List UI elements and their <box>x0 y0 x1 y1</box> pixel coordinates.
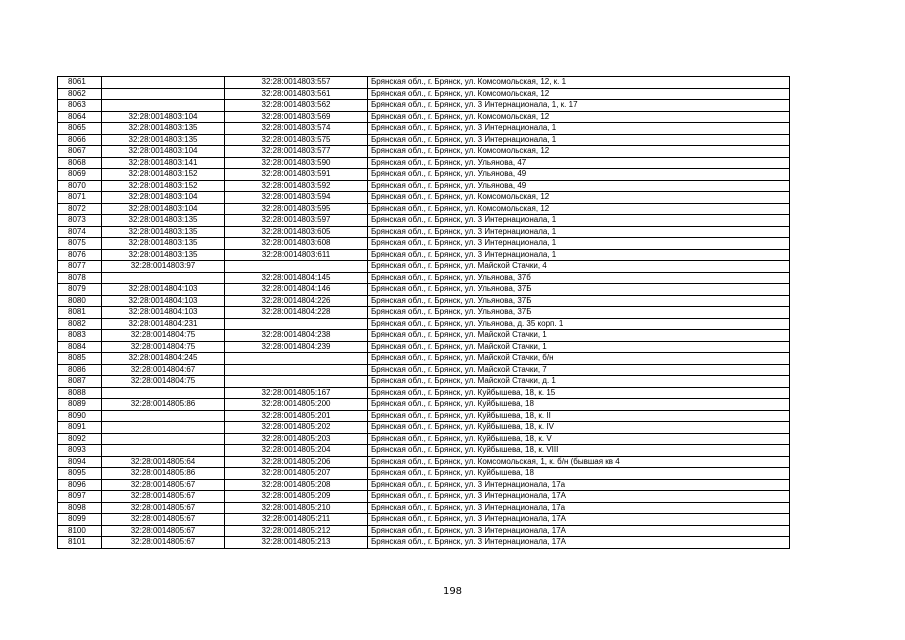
row-number-cell: 8096 <box>58 479 102 491</box>
table-row <box>58 433 790 445</box>
land-cadastral-number-cell: 32:28:0014803:135 <box>102 238 225 250</box>
table-row <box>58 514 790 526</box>
address-cell: Брянская обл., г. Брянск, ул. Куйбышева, 18, к. VIII <box>368 445 790 457</box>
table-row <box>58 261 790 273</box>
row-number-cell: 8078 <box>58 272 102 284</box>
address-cell: Брянская обл., г. Брянск, ул. Куйбышева, 18, к. V <box>368 433 790 445</box>
address-cell: Брянская обл., г. Брянск, ул. Куйбышева, 18 <box>368 399 790 411</box>
table-row <box>58 502 790 514</box>
land-cadastral-number-cell: 32:28:0014805:67 <box>102 525 225 537</box>
row-number-cell: 8082 <box>58 318 102 330</box>
object-cadastral-number-cell: 32:28:0014803:561 <box>225 88 368 100</box>
object-cadastral-number-cell: 32:28:0014804:145 <box>225 272 368 284</box>
address-cell: Брянская обл., г. Брянск, ул. Куйбышева, 18, к. IV <box>368 422 790 434</box>
registry-table <box>57 76 790 549</box>
object-cadastral-number-cell: 32:28:0014803:597 <box>225 215 368 227</box>
row-number-cell: 8089 <box>58 399 102 411</box>
land-cadastral-number-cell: 32:28:0014805:86 <box>102 399 225 411</box>
table-row <box>58 88 790 100</box>
land-cadastral-number-cell: 32:28:0014803:97 <box>102 261 225 273</box>
address-cell: Брянская обл., г. Брянск, ул. Комсомольская, 12 <box>368 192 790 204</box>
row-number-cell: 8063 <box>58 100 102 112</box>
object-cadastral-number-cell: 32:28:0014803:594 <box>225 192 368 204</box>
address-cell: Брянская обл., г. Брянск, ул. Ульянова, 37Б <box>368 295 790 307</box>
land-cadastral-number-cell: 32:28:0014803:135 <box>102 134 225 146</box>
land-cadastral-number-cell: 32:28:0014805:67 <box>102 502 225 514</box>
object-cadastral-number-cell: 32:28:0014803:562 <box>225 100 368 112</box>
row-number-cell: 8083 <box>58 330 102 342</box>
row-number-cell: 8085 <box>58 353 102 365</box>
land-cadastral-number-cell: 32:28:0014805:67 <box>102 491 225 503</box>
land-cadastral-number-cell <box>102 422 225 434</box>
table-row <box>58 157 790 169</box>
table-row <box>58 307 790 319</box>
land-cadastral-number-cell <box>102 410 225 422</box>
object-cadastral-number-cell: 32:28:0014803:575 <box>225 134 368 146</box>
row-number-cell: 8088 <box>58 387 102 399</box>
land-cadastral-number-cell: 32:28:0014805:64 <box>102 456 225 468</box>
address-cell: Брянская обл., г. Брянск, ул. 3 Интернационала, 1, к. 17 <box>368 100 790 112</box>
object-cadastral-number-cell <box>225 353 368 365</box>
object-cadastral-number-cell: 32:28:0014805:201 <box>225 410 368 422</box>
address-cell: Брянская обл., г. Брянск, ул. Ульянова, 47 <box>368 157 790 169</box>
land-cadastral-number-cell <box>102 387 225 399</box>
row-number-cell: 8065 <box>58 123 102 135</box>
row-number-cell: 8095 <box>58 468 102 480</box>
object-cadastral-number-cell: 32:28:0014804:146 <box>225 284 368 296</box>
address-cell: Брянская обл., г. Брянск, ул. Куйбышева, 18 <box>368 468 790 480</box>
address-cell: Брянская обл., г. Брянск, ул. 3 Интернационала, 1 <box>368 249 790 261</box>
address-cell: Брянская обл., г. Брянск, ул. 3 Интернационала, 1 <box>368 123 790 135</box>
row-number-cell: 8093 <box>58 445 102 457</box>
table-row <box>58 180 790 192</box>
row-number-cell: 8062 <box>58 88 102 100</box>
table-row <box>58 295 790 307</box>
land-cadastral-number-cell <box>102 88 225 100</box>
row-number-cell: 8072 <box>58 203 102 215</box>
object-cadastral-number-cell: 32:28:0014804:238 <box>225 330 368 342</box>
table-row <box>58 284 790 296</box>
table-row <box>58 341 790 353</box>
object-cadastral-number-cell: 32:28:0014804:226 <box>225 295 368 307</box>
row-number-cell: 8073 <box>58 215 102 227</box>
row-number-cell: 8071 <box>58 192 102 204</box>
land-cadastral-number-cell: 32:28:0014803:141 <box>102 157 225 169</box>
table-row <box>58 456 790 468</box>
row-number-cell: 8061 <box>58 77 102 89</box>
table-row <box>58 399 790 411</box>
table-row <box>58 192 790 204</box>
table-row <box>58 537 790 549</box>
table-row <box>58 353 790 365</box>
row-number-cell: 8090 <box>58 410 102 422</box>
object-cadastral-number-cell <box>225 261 368 273</box>
land-cadastral-number-cell: 32:28:0014803:135 <box>102 123 225 135</box>
row-number-cell: 8100 <box>58 525 102 537</box>
land-cadastral-number-cell: 32:28:0014804:103 <box>102 307 225 319</box>
object-cadastral-number-cell: 32:28:0014805:204 <box>225 445 368 457</box>
land-cadastral-number-cell: 32:28:0014803:152 <box>102 169 225 181</box>
table-row <box>58 468 790 480</box>
land-cadastral-number-cell: 32:28:0014803:104 <box>102 146 225 158</box>
object-cadastral-number-cell <box>225 318 368 330</box>
table-row <box>58 491 790 503</box>
object-cadastral-number-cell: 32:28:0014805:202 <box>225 422 368 434</box>
row-number-cell: 8079 <box>58 284 102 296</box>
land-cadastral-number-cell: 32:28:0014804:67 <box>102 364 225 376</box>
land-cadastral-number-cell: 32:28:0014804:75 <box>102 376 225 388</box>
table-row <box>58 169 790 181</box>
address-cell: Брянская обл., г. Брянск, ул. 3 Интернационала, 17А <box>368 491 790 503</box>
land-cadastral-number-cell <box>102 272 225 284</box>
table-row <box>58 364 790 376</box>
table-row <box>58 422 790 434</box>
land-cadastral-number-cell: 32:28:0014803:135 <box>102 215 225 227</box>
address-cell: Брянская обл., г. Брянск, ул. 3 Интернационала, 1 <box>368 134 790 146</box>
table-row <box>58 77 790 89</box>
object-cadastral-number-cell: 32:28:0014805:206 <box>225 456 368 468</box>
address-cell: Брянская обл., г. Брянск, ул. Майской Стачки, 4 <box>368 261 790 273</box>
object-cadastral-number-cell: 32:28:0014805:212 <box>225 525 368 537</box>
address-cell: Брянская обл., г. Брянск, ул. Ульянова, 37Б <box>368 307 790 319</box>
land-cadastral-number-cell: 32:28:0014804:103 <box>102 295 225 307</box>
address-cell: Брянская обл., г. Брянск, ул. 3 Интернационала, 17А <box>368 525 790 537</box>
land-cadastral-number-cell: 32:28:0014803:104 <box>102 111 225 123</box>
table-row <box>58 123 790 135</box>
table-row <box>58 203 790 215</box>
address-cell: Брянская обл., г. Брянск, ул. Комсомольская, 12 <box>368 88 790 100</box>
object-cadastral-number-cell: 32:28:0014805:208 <box>225 479 368 491</box>
row-number-cell: 8076 <box>58 249 102 261</box>
address-cell: Брянская обл., г. Брянск, ул. Комсомольская, 1, к. б/н (бывшая кв 4 <box>368 456 790 468</box>
land-cadastral-number-cell: 32:28:0014804:75 <box>102 341 225 353</box>
table-row <box>58 249 790 261</box>
table-row <box>58 111 790 123</box>
row-number-cell: 8084 <box>58 341 102 353</box>
address-cell: Брянская обл., г. Брянск, ул. 3 Интернационала, 17а <box>368 502 790 514</box>
table-row <box>58 410 790 422</box>
address-cell: Брянская обл., г. Брянск, ул. Комсомольская, 12 <box>368 203 790 215</box>
object-cadastral-number-cell: 32:28:0014803:605 <box>225 226 368 238</box>
land-cadastral-number-cell <box>102 445 225 457</box>
table-row <box>58 318 790 330</box>
object-cadastral-number-cell: 32:28:0014805:210 <box>225 502 368 514</box>
row-number-cell: 8101 <box>58 537 102 549</box>
page-number: 198 <box>442 586 463 597</box>
row-number-cell: 8069 <box>58 169 102 181</box>
land-cadastral-number-cell: 32:28:0014805:86 <box>102 468 225 480</box>
land-cadastral-number-cell <box>102 433 225 445</box>
row-number-cell: 8099 <box>58 514 102 526</box>
address-cell: Брянская обл., г. Брянск, ул. Ульянова, д. 35 корп. 1 <box>368 318 790 330</box>
land-cadastral-number-cell <box>102 100 225 112</box>
object-cadastral-number-cell: 32:28:0014805:167 <box>225 387 368 399</box>
table-row <box>58 226 790 238</box>
object-cadastral-number-cell: 32:28:0014803:608 <box>225 238 368 250</box>
address-cell: Брянская обл., г. Брянск, ул. Куйбышева, 18, к. II <box>368 410 790 422</box>
object-cadastral-number-cell: 32:28:0014803:574 <box>225 123 368 135</box>
table-row <box>58 100 790 112</box>
table-row <box>58 330 790 342</box>
row-number-cell: 8097 <box>58 491 102 503</box>
row-number-cell: 8067 <box>58 146 102 158</box>
object-cadastral-number-cell <box>225 364 368 376</box>
address-cell: Брянская обл., г. Брянск, ул. Майской Стачки, 1 <box>368 330 790 342</box>
table-row <box>58 376 790 388</box>
land-cadastral-number-cell: 32:28:0014805:67 <box>102 537 225 549</box>
address-cell: Брянская обл., г. Брянск, ул. Ульянова, 37б <box>368 272 790 284</box>
land-cadastral-number-cell: 32:28:0014805:67 <box>102 479 225 491</box>
address-cell: Брянская обл., г. Брянск, ул. 3 Интернационала, 17а <box>368 479 790 491</box>
object-cadastral-number-cell: 32:28:0014803:569 <box>225 111 368 123</box>
object-cadastral-number-cell <box>225 376 368 388</box>
row-number-cell: 8092 <box>58 433 102 445</box>
address-cell: Брянская обл., г. Брянск, ул. Комсомольская, 12 <box>368 111 790 123</box>
object-cadastral-number-cell: 32:28:0014805:203 <box>225 433 368 445</box>
row-number-cell: 8066 <box>58 134 102 146</box>
address-cell: Брянская обл., г. Брянск, ул. Майской Стачки, 7 <box>368 364 790 376</box>
object-cadastral-number-cell: 32:28:0014803:590 <box>225 157 368 169</box>
address-cell: Брянская обл., г. Брянск, ул. 3 Интернационала, 1 <box>368 238 790 250</box>
address-cell: Брянская обл., г. Брянск, ул. 3 Интернационала, 1 <box>368 226 790 238</box>
land-cadastral-number-cell: 32:28:0014803:104 <box>102 203 225 215</box>
address-cell: Брянская обл., г. Брянск, ул. Комсомольская, 12 <box>368 146 790 158</box>
row-number-cell: 8074 <box>58 226 102 238</box>
row-number-cell: 8068 <box>58 157 102 169</box>
object-cadastral-number-cell: 32:28:0014803:611 <box>225 249 368 261</box>
land-cadastral-number-cell <box>102 77 225 89</box>
table-row <box>58 272 790 284</box>
object-cadastral-number-cell: 32:28:0014805:207 <box>225 468 368 480</box>
land-cadastral-number-cell: 32:28:0014803:135 <box>102 226 225 238</box>
address-cell: Брянская обл., г. Брянск, ул. Ульянова, 49 <box>368 169 790 181</box>
table-row <box>58 146 790 158</box>
address-cell: Брянская обл., г. Брянск, ул. Майской Стачки, 1 <box>368 341 790 353</box>
row-number-cell: 8091 <box>58 422 102 434</box>
table-row <box>58 525 790 537</box>
address-cell: Брянская обл., г. Брянск, ул. Комсомольская, 12, к. 1 <box>368 77 790 89</box>
object-cadastral-number-cell: 32:28:0014804:228 <box>225 307 368 319</box>
table-row <box>58 387 790 399</box>
row-number-cell: 8077 <box>58 261 102 273</box>
row-number-cell: 8075 <box>58 238 102 250</box>
object-cadastral-number-cell: 32:28:0014805:209 <box>225 491 368 503</box>
object-cadastral-number-cell: 32:28:0014803:591 <box>225 169 368 181</box>
object-cadastral-number-cell: 32:28:0014805:213 <box>225 537 368 549</box>
row-number-cell: 8098 <box>58 502 102 514</box>
table-row <box>58 238 790 250</box>
land-cadastral-number-cell: 32:28:0014805:67 <box>102 514 225 526</box>
object-cadastral-number-cell: 32:28:0014805:200 <box>225 399 368 411</box>
address-cell: Брянская обл., г. Брянск, ул. Майской Стачки, б/н <box>368 353 790 365</box>
row-number-cell: 8087 <box>58 376 102 388</box>
row-number-cell: 8086 <box>58 364 102 376</box>
land-cadastral-number-cell: 32:28:0014804:75 <box>102 330 225 342</box>
land-cadastral-number-cell: 32:28:0014803:104 <box>102 192 225 204</box>
row-number-cell: 8081 <box>58 307 102 319</box>
address-cell: Брянская обл., г. Брянск, ул. Ульянова, 49 <box>368 180 790 192</box>
table-row <box>58 134 790 146</box>
table-row <box>58 215 790 227</box>
address-cell: Брянская обл., г. Брянск, ул. 3 Интернационала, 17А <box>368 514 790 526</box>
row-number-cell: 8080 <box>58 295 102 307</box>
land-cadastral-number-cell: 32:28:0014803:152 <box>102 180 225 192</box>
table-row <box>58 479 790 491</box>
address-cell: Брянская обл., г. Брянск, ул. Куйбышева, 18, к. 15 <box>368 387 790 399</box>
row-number-cell: 8064 <box>58 111 102 123</box>
land-cadastral-number-cell: 32:28:0014804:231 <box>102 318 225 330</box>
address-cell: Брянская обл., г. Брянск, ул. Ульянова, 37Б <box>368 284 790 296</box>
address-cell: Брянская обл., г. Брянск, ул. 3 Интернационала, 17А <box>368 537 790 549</box>
object-cadastral-number-cell: 32:28:0014803:577 <box>225 146 368 158</box>
address-cell: Брянская обл., г. Брянск, ул. 3 Интернационала, 1 <box>368 215 790 227</box>
object-cadastral-number-cell: 32:28:0014803:595 <box>225 203 368 215</box>
land-cadastral-number-cell: 32:28:0014803:135 <box>102 249 225 261</box>
object-cadastral-number-cell: 32:28:0014804:239 <box>225 341 368 353</box>
object-cadastral-number-cell: 32:28:0014803:557 <box>225 77 368 89</box>
registry-table-body <box>58 77 790 549</box>
row-number-cell: 8094 <box>58 456 102 468</box>
land-cadastral-number-cell: 32:28:0014804:103 <box>102 284 225 296</box>
object-cadastral-number-cell: 32:28:0014805:211 <box>225 514 368 526</box>
object-cadastral-number-cell: 32:28:0014803:592 <box>225 180 368 192</box>
table-row <box>58 445 790 457</box>
land-cadastral-number-cell: 32:28:0014804:245 <box>102 353 225 365</box>
row-number-cell: 8070 <box>58 180 102 192</box>
address-cell: Брянская обл., г. Брянск, ул. Майской Стачки, д. 1 <box>368 376 790 388</box>
